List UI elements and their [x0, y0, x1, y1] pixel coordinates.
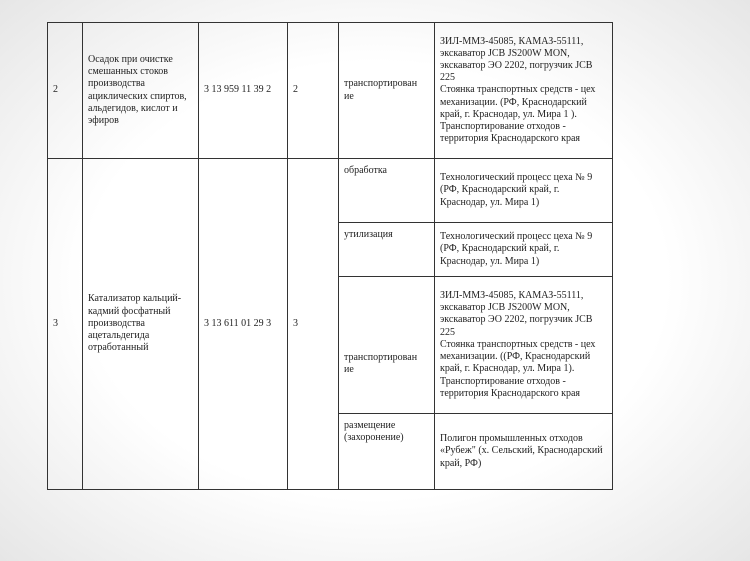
operation-details: ЗИЛ-ММЗ-45085, КАМАЗ-55111, экскаватор JCB JS200W MON, экскаватор ЭО 2202, погрузчик JCB 225 Стоянка транспортных средств - цех механизации. ((РФ, Краснодарский край, г. Краснодар, ул. Мира 1). Транспортирование отходов - территория Краснодарского края — [435, 277, 613, 414]
waste-name: Осадок при очистке смешанных стоков производства ациклических спиртов, альдегидов, кислот и эфиров — [83, 23, 199, 159]
operation-type: утилизация — [339, 223, 435, 277]
hazard-class: 2 — [288, 23, 339, 159]
operation-type: транспортирован ие — [339, 23, 435, 159]
operation-details: Полигон промышленных отходов «Рубеж" (х. Сельский, Краснодарский край, РФ) — [435, 414, 613, 490]
waste-name: Катализатор кальций-кадмий фосфатный производства ацетальдегида отработанный — [83, 159, 199, 490]
row-number: 2 — [48, 23, 83, 159]
waste-code: 3 13 611 01 29 3 — [199, 159, 288, 490]
hazard-class: 3 — [288, 159, 339, 490]
table-row — [48, 159, 613, 223]
table-row — [48, 23, 613, 159]
operation-type: транспортирован ие — [339, 277, 435, 414]
waste-table — [47, 22, 613, 490]
operation-type: обработка — [339, 159, 435, 223]
operation-details: Технологический процесс цеха № 9 (РФ, Краснодарский край, г. Краснодар, ул. Мира 1) — [435, 223, 613, 277]
operation-details: Технологический процесс цеха № 9 (РФ, Краснодарский край, г. Краснодар, ул. Мира 1) — [435, 159, 613, 223]
row-number: 3 — [48, 159, 83, 490]
operation-type: размещение (захоронение) — [339, 414, 435, 490]
operation-details: ЗИЛ-ММЗ-45085, КАМАЗ-55111, экскаватор JCB JS200W MON, экскаватор ЭО 2202, погрузчик JCB 225 Стоянка транспортных средств - цех механизации. (РФ, Краснодарский край, г. Краснодар, ул. Мира 1 ). Транспортирование отходов - территория Краснодарского края — [435, 23, 613, 159]
waste-code: 3 13 959 11 39 2 — [199, 23, 288, 159]
